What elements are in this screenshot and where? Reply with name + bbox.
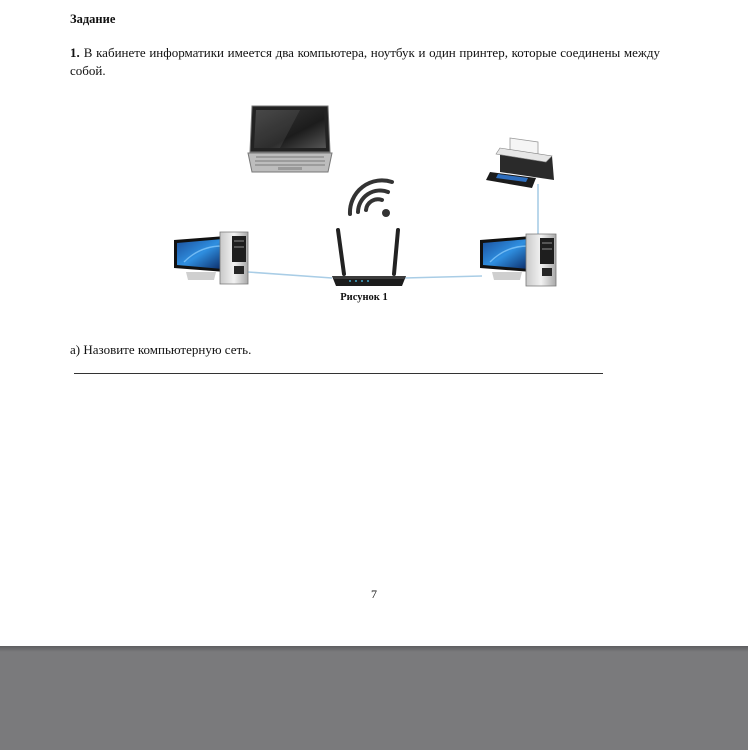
network-figure: [160, 96, 580, 311]
printer-icon: [486, 138, 554, 188]
page-heading: Задание: [70, 12, 116, 26]
desktop-computer-icon: [480, 234, 556, 286]
page-shadow: [0, 646, 748, 652]
question-a: а) Назовите компьютерную сеть.: [70, 342, 252, 357]
page-number: 7: [371, 587, 377, 601]
wifi-signal-icon: [350, 180, 392, 214]
task-number: 1.: [70, 45, 80, 60]
wifi-dot-icon: [382, 209, 390, 217]
task-paragraph: [70, 44, 660, 80]
network-diagram: [160, 96, 580, 311]
router-icon: [332, 230, 406, 286]
answer-line[interactable]: [74, 373, 603, 374]
figure-caption: Рисунок 1: [340, 292, 388, 303]
desktop-computer-icon: [174, 232, 248, 284]
task-text: В кабинете информатики имеется два компьютера, ноутбук и один принтер, которые соединены между собой.: [70, 45, 660, 78]
laptop-icon: [248, 106, 332, 172]
